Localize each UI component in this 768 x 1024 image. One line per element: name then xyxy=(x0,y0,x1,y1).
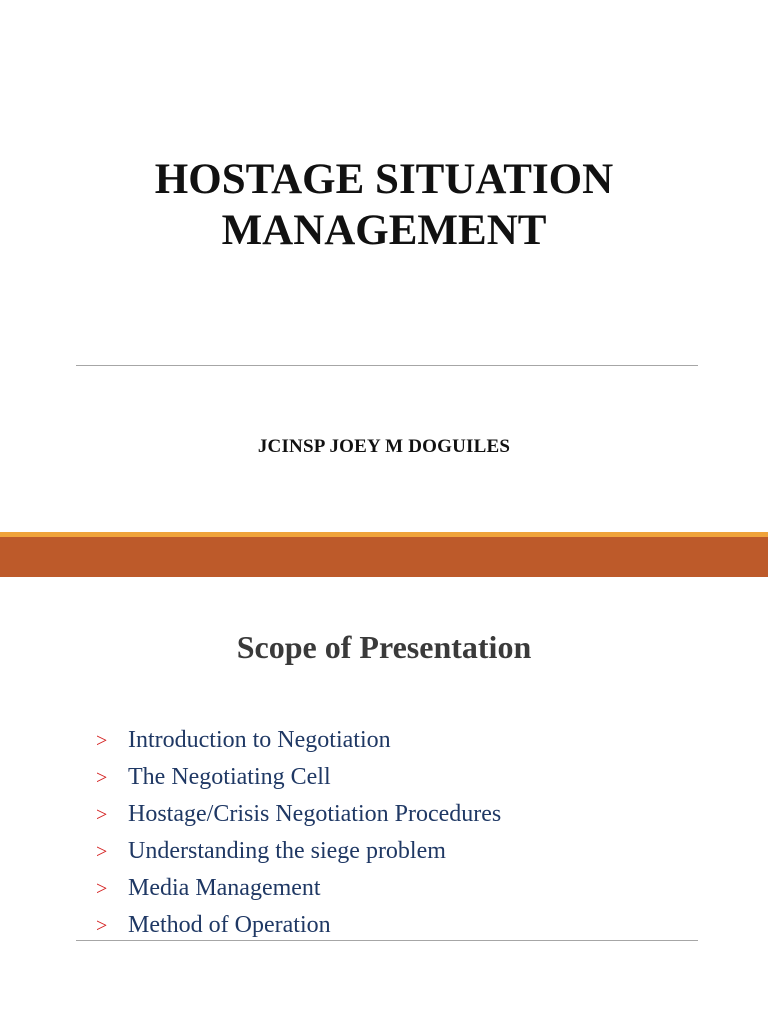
list-item-text: Understanding the siege problem xyxy=(128,838,446,864)
list-item-text: Hostage/Crisis Negotiation Procedures xyxy=(128,801,502,827)
list-item xyxy=(96,727,501,764)
list-item xyxy=(96,912,501,949)
list-item-text: Method of Operation xyxy=(128,912,331,938)
slide-title xyxy=(0,154,768,256)
chevron-right-icon: > xyxy=(96,841,108,863)
slide-separator-band xyxy=(0,532,768,577)
list-item-text: Media Management xyxy=(128,875,321,901)
footer-divider-rule xyxy=(76,940,698,941)
scope-slide xyxy=(0,577,768,1024)
slide-separator-accent xyxy=(0,532,768,537)
chevron-right-icon: > xyxy=(96,878,108,900)
scope-heading: Scope of Presentation xyxy=(236,629,532,665)
presenter-name: JCINSP JOEY M DOGUILES xyxy=(257,436,511,457)
slide-title-line-1: HOSTAGE SITUATION xyxy=(154,156,614,203)
list-item xyxy=(96,801,501,838)
chevron-right-icon: > xyxy=(96,730,108,752)
chevron-right-icon: > xyxy=(96,767,108,789)
slide-title-line-2: MANAGEMENT xyxy=(221,207,547,254)
chevron-right-icon: > xyxy=(96,915,108,937)
chevron-right-icon: > xyxy=(96,804,108,826)
list-item xyxy=(96,838,501,875)
list-item-text: Introduction to Negotiation xyxy=(128,727,391,753)
list-item xyxy=(96,875,501,912)
scope-bullet-list xyxy=(96,727,501,949)
list-item-text: The Negotiating Cell xyxy=(128,764,331,790)
title-divider-rule xyxy=(76,365,698,366)
list-item xyxy=(96,764,501,801)
